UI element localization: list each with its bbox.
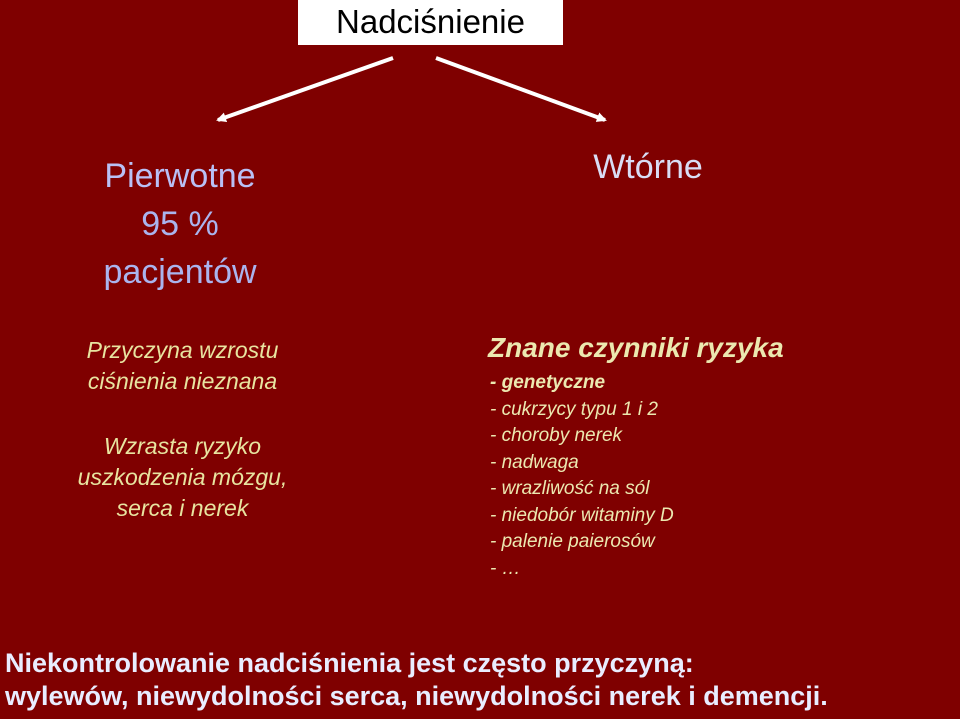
primary-label: Pierwotne <box>104 157 256 195</box>
conclusion <box>0 647 960 713</box>
arrow-left <box>218 58 393 120</box>
primary-cause-line-2: ciśnienia nieznana <box>87 368 278 394</box>
primary-description <box>20 335 345 524</box>
conclusion-line-1: Niekontrolowanie nadciśnienia jest często przyczyną: <box>5 648 694 678</box>
secondary-heading: Wtórne <box>593 148 703 186</box>
risk-factor-item: - choroby nerek <box>490 425 623 446</box>
arrow-right <box>436 58 605 120</box>
conclusion-line-2: wylewów, niewydolności serca, niewydolności nerek i demencji. <box>5 681 828 711</box>
risk-factor-item: - wrazliwość na sól <box>490 478 650 499</box>
primary-cause-line-1: Przyczyna wzrostu <box>86 337 279 363</box>
primary-risk-line-3: serca i nerek <box>116 495 249 521</box>
risk-factors-title: Znane czynniki ryzyka <box>488 332 784 363</box>
risk-factor-item: - palenie paierosów <box>490 531 655 552</box>
risk-factors <box>488 330 948 582</box>
primary-risk-line-1: Wzrasta ryzyko <box>103 433 262 459</box>
risk-factor-item: - niedobór witaminy D <box>490 504 674 526</box>
risk-factor-item: - nadwaga <box>490 451 579 473</box>
primary-percent: 95 % <box>141 205 219 243</box>
diagram-title: Nadciśnienie <box>336 3 525 40</box>
risk-factor-item: - cukrzycy typu 1 i 2 <box>490 398 658 420</box>
risk-factor-item: - genetyczne <box>490 372 606 393</box>
risk-factor-item: - … <box>490 557 521 579</box>
primary-risk-line-2: uszkodzenia mózgu, <box>77 464 288 490</box>
primary-patients: pacjentów <box>103 253 257 291</box>
primary-heading <box>70 152 290 296</box>
